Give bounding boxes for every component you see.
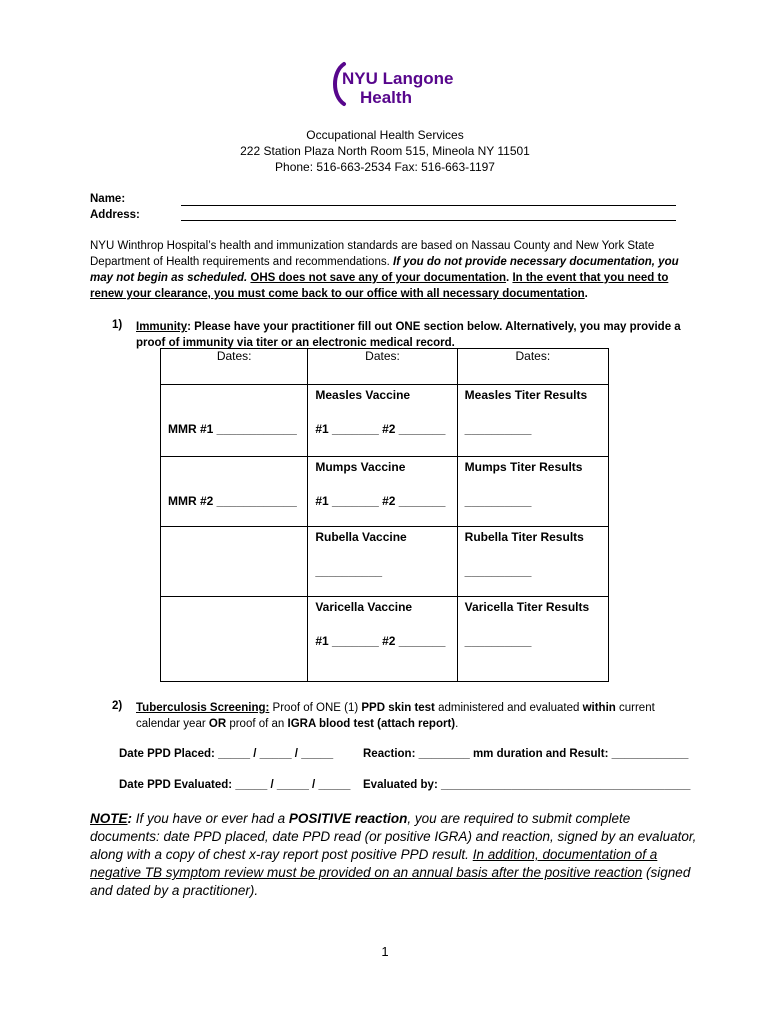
section1-number: 1) bbox=[112, 319, 123, 331]
section1-line1: : Please have your practitioner fill out ONE section below. Alternatively, you may provide a bbox=[187, 321, 681, 333]
org-address: 222 Station Plaza North Room 515, Mineola NY 11501 bbox=[240, 144, 530, 158]
nyu-langone-logo bbox=[330, 58, 454, 110]
intro-renew: In the event that you need to renew your clearance, you must come back to our office with all necessary documentation bbox=[90, 272, 669, 300]
ppd-evaluated-field[interactable]: Date PPD Evaluated: _____ / _____ / _____ bbox=[119, 779, 351, 791]
measles-titer-field[interactable]: __________ bbox=[464, 422, 532, 436]
varicella-vaccine-title: Varicella Vaccine bbox=[315, 600, 413, 614]
intro-paragraph: NYU Winthrop Hospital’s health and immunization standards are based on Nassau County and New York State Department of Health requirements and recommendations. If you do not provide necessary documentation, you may not begin as scheduled. OHS does not save any of your documentation. In the event that you need to renew your clearance, you must come back to our office with all necessary documentation. bbox=[90, 240, 679, 300]
measles-vaccine-field[interactable]: #1 _______ #2 _______ bbox=[315, 422, 446, 436]
section2-number: 2) bbox=[112, 700, 123, 712]
org-phone: Phone: 516-663-2534 Fax: 516-663-1197 bbox=[275, 160, 495, 174]
mumps-titer-field[interactable]: __________ bbox=[464, 494, 532, 508]
section2-title: Tuberculosis Screening: bbox=[136, 702, 270, 714]
page-number: 1 bbox=[381, 944, 389, 959]
note-annual-review: In addition, documentation of a negative TB symptom review must be provided on an annual basis after the positive reaction bbox=[90, 847, 658, 880]
mmr2-field[interactable]: MMR #2 ____________ bbox=[168, 494, 297, 508]
varicella-vaccine-field[interactable]: #1 _______ #2 _______ bbox=[315, 634, 446, 648]
rubella-titer-title: Rubella Titer Results bbox=[464, 530, 584, 544]
varicella-titer-title: Varicella Titer Results bbox=[464, 600, 590, 614]
ppd-evaluated-by-field[interactable]: Evaluated by: _______________________________________ bbox=[363, 779, 691, 791]
immunity-table bbox=[160, 348, 609, 682]
org-name: Occupational Health Services bbox=[306, 128, 464, 142]
table-row bbox=[161, 597, 609, 682]
note-label: NOTE bbox=[90, 811, 128, 826]
table-row bbox=[161, 385, 609, 457]
note-paragraph: NOTE: If you have or ever had a POSITIVE reaction, you are required to submit complete documents: date PPD placed, date PPD read (or positive IGRA) and reaction, signed by an evaluator, along with a copy of chest x-ray report post positive PPD result. In addition, documentation of a negative TB symptom review must be provided on an annual basis after the positive reaction (signed and dated by a practitioner). bbox=[90, 811, 697, 898]
rubella-titer-field[interactable]: __________ bbox=[464, 564, 532, 578]
table-row bbox=[161, 457, 609, 527]
section1-text bbox=[136, 319, 696, 351]
name-field[interactable] bbox=[181, 205, 676, 206]
ppd-placed-field[interactable]: Date PPD Placed: _____ / _____ / _____ bbox=[119, 748, 334, 760]
address-label: Address: bbox=[90, 209, 140, 221]
rubella-vaccine-field[interactable]: __________ bbox=[315, 564, 383, 578]
table-header-col3: Dates: bbox=[457, 349, 608, 385]
intro-no-save: OHS does not save any of your documentation bbox=[250, 272, 507, 284]
table-header-col2: Dates: bbox=[308, 349, 457, 385]
mumps-vaccine-title: Mumps Vaccine bbox=[315, 460, 406, 474]
varicella-titer-field[interactable]: __________ bbox=[464, 634, 532, 648]
intro-text: NYU Winthrop Hospital’s health and immunization standards are based on Nassau County and New York State Department of Health requirements and recommendations. bbox=[90, 240, 655, 268]
ppd-reaction-field[interactable]: Reaction: ________ mm duration and Result: ____________ bbox=[363, 748, 689, 760]
section1-line2: proof of immunity via titer or an electronic medical record. bbox=[136, 337, 455, 349]
address-field[interactable] bbox=[181, 220, 676, 221]
mumps-vaccine-field[interactable]: #1 _______ #2 _______ bbox=[315, 494, 446, 508]
mmr1-field[interactable]: MMR #1 ____________ bbox=[168, 422, 297, 436]
section2-text: Tuberculosis Screening: Proof of ONE (1) PPD skin test administered and evaluated within current calendar year OR proof of an IGRA blood test (attach report). bbox=[136, 702, 655, 730]
measles-vaccine-title: Measles Vaccine bbox=[315, 388, 411, 402]
mumps-titer-title: Mumps Titer Results bbox=[464, 460, 583, 474]
measles-titer-title: Measles Titer Results bbox=[464, 388, 588, 402]
table-row bbox=[161, 527, 609, 597]
section1-title: Immunity bbox=[136, 321, 188, 333]
logo-line2: Health bbox=[360, 88, 412, 107]
logo-line1: NYU Langone bbox=[342, 69, 454, 88]
rubella-vaccine-title: Rubella Vaccine bbox=[315, 530, 407, 544]
table-header-col1: Dates: bbox=[161, 349, 308, 385]
name-label: Name: bbox=[90, 193, 126, 205]
intro-warning: If you do not provide necessary documentation, you may not begin as scheduled. bbox=[90, 256, 679, 284]
